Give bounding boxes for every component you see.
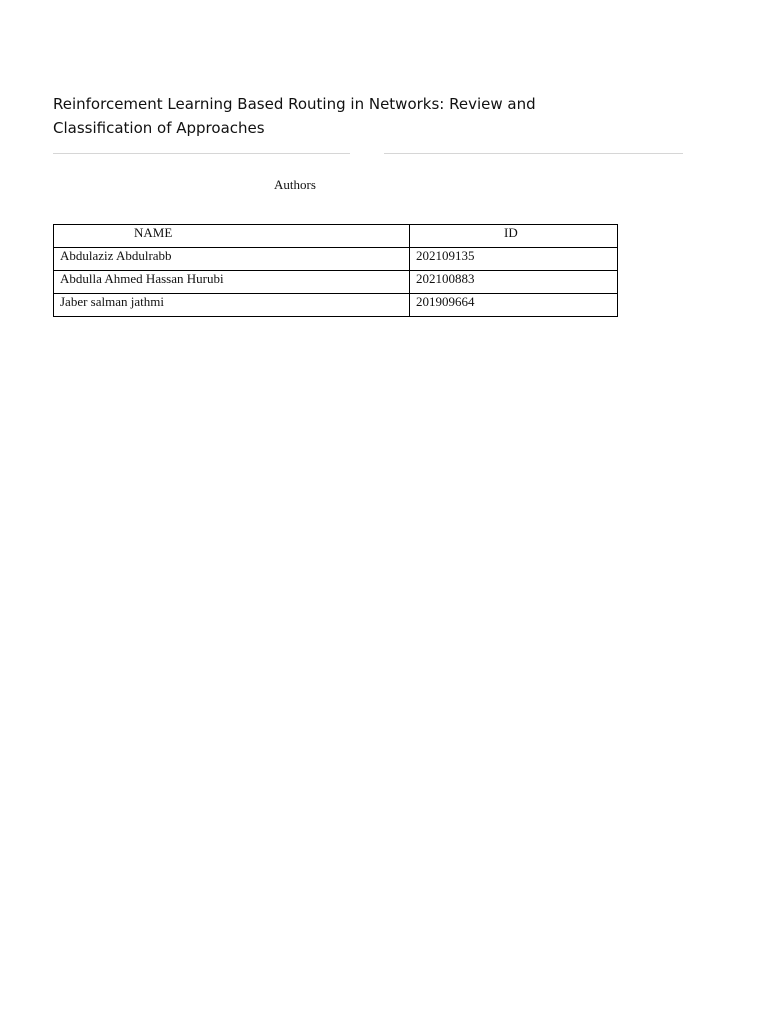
author-name-cell: Abdulla Ahmed Hassan Hurubi — [54, 271, 410, 294]
table-row — [54, 294, 618, 317]
author-id-cell: 201909664 — [410, 294, 618, 317]
document-title: Reinforcement Learning Based Routing in Networks: Review and Classification of Approaches — [53, 95, 536, 137]
authors-table — [53, 224, 618, 317]
column-header-name: NAME — [54, 225, 410, 248]
column-header-id: ID — [410, 225, 618, 248]
table-header-row — [54, 225, 618, 248]
table-row — [54, 248, 618, 271]
authors-label: Authors — [274, 177, 316, 192]
author-id-cell: 202100883 — [410, 271, 618, 294]
author-name-cell: Abdulaziz Abdulrabb — [54, 248, 410, 271]
table-row — [54, 271, 618, 294]
divider-right — [384, 153, 683, 154]
author-name-cell: Jaber salman jathmi — [54, 294, 410, 317]
author-id-cell: 202109135 — [410, 248, 618, 271]
divider-left — [53, 153, 350, 154]
